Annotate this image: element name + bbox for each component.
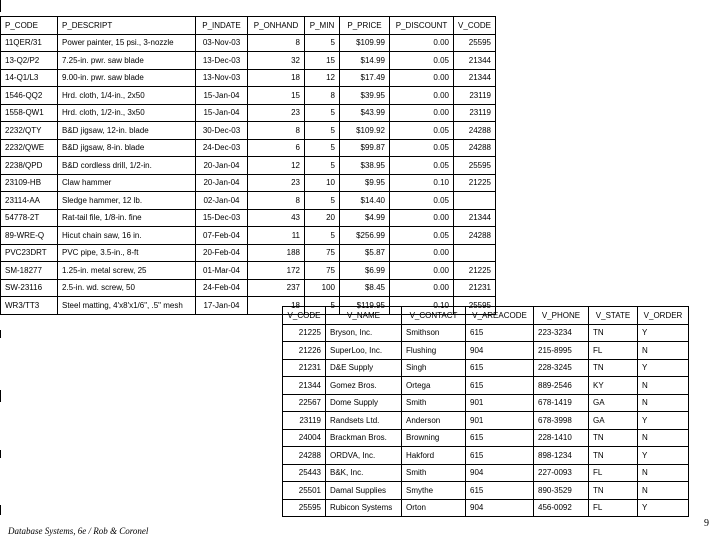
table-cell: 02-Jan-04 [196,192,248,210]
column-header: V_CODE [283,307,326,325]
table-cell: 0.00 [390,104,454,122]
table-cell: 0.05 [390,52,454,70]
table-cell: 0.00 [390,262,454,280]
table-cell: 24-Dec-03 [196,139,248,157]
table-cell: $43.99 [340,104,390,122]
table-cell: Hrd. cloth, 1/2-in., 3x50 [58,104,196,122]
table-row [1,262,496,280]
table-cell: Y [638,447,689,465]
table-cell: N [638,342,689,360]
table-cell: 0.00 [390,69,454,87]
table-cell: $39.95 [340,87,390,105]
table-cell: $8.45 [340,279,390,297]
table-cell: 20 [305,209,340,227]
table-cell: 1546-QQ2 [1,87,58,105]
table-cell: 0.00 [390,87,454,105]
table-cell: N [638,464,689,482]
table-cell: Hakford [402,447,466,465]
table-cell: 21344 [454,52,496,70]
table-cell: Rubicon Systems [326,499,402,517]
table-row [283,482,689,500]
table-cell: 21344 [454,69,496,87]
table-cell: 24288 [283,447,326,465]
edge-mark [0,330,1,338]
table-cell: 5 [305,34,340,52]
table-cell: FL [589,464,638,482]
table-cell: 188 [248,244,305,262]
table-cell: Steel matting, 4'x8'x1/6", .5" mesh [58,297,196,315]
table-cell: Smithson [402,324,466,342]
column-header: P_ONHAND [248,17,305,35]
table-row [1,192,496,210]
table-cell: Dome Supply [326,394,402,412]
table-cell: TN [589,482,638,500]
table-cell: 03-Nov-03 [196,34,248,52]
table-cell: 904 [466,464,534,482]
table-cell: Y [638,324,689,342]
table-cell: 11QER/31 [1,34,58,52]
column-header: P_PRICE [340,17,390,35]
table-cell: Y [638,359,689,377]
table-cell: 20-Jan-04 [196,157,248,175]
table-cell: 23 [248,104,305,122]
table-cell: 228-1410 [534,429,589,447]
table-cell: 18 [248,297,305,315]
edge-mark [0,0,1,12]
table-cell: 23109-HB [1,174,58,192]
table-cell: Y [638,412,689,430]
table-cell [454,192,496,210]
table-row [1,139,496,157]
table-cell: D&E Supply [326,359,402,377]
table-cell: Claw hammer [58,174,196,192]
table-cell: 23119 [454,104,496,122]
table-cell: 89-WRE-Q [1,227,58,245]
table-cell: Singh [402,359,466,377]
table-cell: 172 [248,262,305,280]
table-row [1,174,496,192]
table-cell: 5 [305,192,340,210]
table-cell: 21231 [283,359,326,377]
table-row [283,324,689,342]
table-cell: 5 [305,104,340,122]
table-cell: 890-3529 [534,482,589,500]
table-cell: 25595 [454,157,496,175]
table-cell: 01-Mar-04 [196,262,248,280]
table-cell: Browning [402,429,466,447]
table-cell: 75 [305,262,340,280]
table-cell: 23119 [283,412,326,430]
table-cell: 23 [248,174,305,192]
table-cell: 227-0093 [534,464,589,482]
product-table [0,16,496,315]
table-cell: 21225 [283,324,326,342]
table-cell: 21344 [454,209,496,227]
table-cell: 223-3234 [534,324,589,342]
table-cell: WR3/TT3 [1,297,58,315]
table-cell: KY [589,377,638,395]
column-header: P_DISCOUNT [390,17,454,35]
table-cell: PVC pipe, 3.5-in., 8-ft [58,244,196,262]
table-cell: 13-Dec-03 [196,52,248,70]
table-cell: Sledge hammer, 12 lb. [58,192,196,210]
table-cell: 901 [466,412,534,430]
table-cell: 20-Jan-04 [196,174,248,192]
table-cell: 8 [305,87,340,105]
table-row [1,244,496,262]
page-number: 9 [704,518,709,529]
table-cell: Smith [402,464,466,482]
table-cell: 23114-AA [1,192,58,210]
table-row [1,227,496,245]
table-cell: 32 [248,52,305,70]
table-cell: $256.99 [340,227,390,245]
table-cell: 1558-QW1 [1,104,58,122]
table-cell: 24-Feb-04 [196,279,248,297]
table-cell: 0.05 [390,122,454,140]
table-cell: Ortega [402,377,466,395]
table-row [283,394,689,412]
column-header: V_CODE [454,17,496,35]
table-cell: 615 [466,447,534,465]
table-cell: Hicut chain saw, 16 in. [58,227,196,245]
table-cell: Rat-tail file, 1/8-in. fine [58,209,196,227]
table-cell: Bryson, Inc. [326,324,402,342]
table-cell: B&D cordless drill, 1/2-in. [58,157,196,175]
table-cell: Power painter, 15 psi., 3-nozzle [58,34,196,52]
table-cell: FL [589,342,638,360]
table-cell: 5 [305,122,340,140]
table-cell: 25595 [454,34,496,52]
table-cell: 678-3998 [534,412,589,430]
table-cell: 20-Feb-04 [196,244,248,262]
table-cell: 15 [305,52,340,70]
table-cell: 0.00 [390,34,454,52]
table-cell: 21225 [454,262,496,280]
table-row [1,69,496,87]
table-cell: 23119 [454,87,496,105]
table-cell: $99.87 [340,139,390,157]
table-cell: B&K, Inc. [326,464,402,482]
table-cell: 0.05 [390,139,454,157]
table-row [283,377,689,395]
table-cell: SM-18277 [1,262,58,280]
table-cell: Smith [402,394,466,412]
table-cell: $109.92 [340,122,390,140]
table-cell: Anderson [402,412,466,430]
table-row [1,157,496,175]
table-cell: 25595 [454,297,496,315]
table-cell: 12 [248,157,305,175]
table-cell: 456-0092 [534,499,589,517]
table-cell: 17-Jan-04 [196,297,248,315]
table-cell: Flushing [402,342,466,360]
table-row [1,122,496,140]
table-cell: 228-3245 [534,359,589,377]
column-header: P_DESCRIPT [58,17,196,35]
table-cell: Hrd. cloth, 1/4-in., 2x50 [58,87,196,105]
table-cell: TN [589,324,638,342]
table-cell: 615 [466,482,534,500]
table-cell: Gomez Bros. [326,377,402,395]
edge-mark [0,450,1,458]
table-row [283,499,689,517]
table-cell: 5 [305,227,340,245]
table-cell: 615 [466,359,534,377]
table-cell: 898-1234 [534,447,589,465]
table-cell: 904 [466,499,534,517]
table-cell: $6.99 [340,262,390,280]
table-cell: 615 [466,377,534,395]
table-cell: $4.99 [340,209,390,227]
table-cell: $9.95 [340,174,390,192]
vendor-table [282,306,689,517]
table-row [283,342,689,360]
table-cell: TN [589,359,638,377]
table-cell: 21344 [283,377,326,395]
table-cell: 22567 [283,394,326,412]
table-cell: 2232/QWE [1,139,58,157]
table-cell: 2238/QPD [1,157,58,175]
table-cell: Randsets Ltd. [326,412,402,430]
table-cell: 11 [248,227,305,245]
table-row [1,34,496,52]
table-cell: 25501 [283,482,326,500]
column-header: V_CONTACT [402,307,466,325]
table-cell: 901 [466,394,534,412]
column-header: V_ORDER [638,307,689,325]
table-cell: 7.25-in. pwr. saw blade [58,52,196,70]
table-row [283,429,689,447]
table-cell: 0.05 [390,227,454,245]
table-row [1,52,496,70]
table-cell: Smythe [402,482,466,500]
table-cell: Damal Supplies [326,482,402,500]
table-row [283,464,689,482]
table-cell: 10 [305,174,340,192]
table-cell: 2232/QTY [1,122,58,140]
footer-citation: Database Systems, 6e / Rob & Coronel [8,526,149,536]
table-cell: GA [589,394,638,412]
table-cell: 6 [248,139,305,157]
table-cell: $14.99 [340,52,390,70]
column-header: V_NAME [326,307,402,325]
table-cell: 0.05 [390,157,454,175]
edge-mark [0,505,1,515]
table-cell: 30-Dec-03 [196,122,248,140]
column-header: P_INDATE [196,17,248,35]
table-cell: N [638,394,689,412]
table-cell: 15-Jan-04 [196,87,248,105]
table-cell: TN [589,447,638,465]
table-cell: Orton [402,499,466,517]
table-cell: 9.00-in. pwr. saw blade [58,69,196,87]
table-cell: SW-23116 [1,279,58,297]
table-cell: B&D jigsaw, 12-in. blade [58,122,196,140]
table-cell: 15-Dec-03 [196,209,248,227]
table-row [1,209,496,227]
table-row [1,279,496,297]
product-table-header [1,17,496,35]
table-row [283,359,689,377]
table-cell: 54778-2T [1,209,58,227]
table-cell: 75 [305,244,340,262]
table-cell: PVC23DRT [1,244,58,262]
table-cell: 0.05 [390,192,454,210]
table-cell: TN [589,429,638,447]
column-header: V_AREACODE [466,307,534,325]
table-cell: FL [589,499,638,517]
table-cell: 0.00 [390,279,454,297]
table-row [1,87,496,105]
table-cell: 904 [466,342,534,360]
column-header: P_MIN [305,17,340,35]
table-cell: $5.87 [340,244,390,262]
table-cell: 215-8995 [534,342,589,360]
table-row [283,412,689,430]
table-cell: 21231 [454,279,496,297]
table-cell: $119.95 [340,297,390,315]
table-cell: 237 [248,279,305,297]
table-cell: 25595 [283,499,326,517]
table-cell: 25443 [283,464,326,482]
table-cell: $17.49 [340,69,390,87]
table-cell: 0.10 [390,297,454,315]
table-cell: 615 [466,429,534,447]
vendor-table-header [283,307,689,325]
column-header: P_CODE [1,17,58,35]
table-cell: 24004 [283,429,326,447]
table-cell: 1.25-in. metal screw, 25 [58,262,196,280]
table-cell: ORDVA, Inc. [326,447,402,465]
table-cell: N [638,482,689,500]
table-cell: 15-Jan-04 [196,104,248,122]
table-cell: 2.5-in. wd. screw, 50 [58,279,196,297]
table-cell: 0.10 [390,174,454,192]
column-header: V_PHONE [534,307,589,325]
table-cell: 889-2546 [534,377,589,395]
table-cell [454,244,496,262]
table-cell: 15 [248,87,305,105]
table-cell: 24288 [454,139,496,157]
table-cell: 100 [305,279,340,297]
table-cell: Brackman Bros. [326,429,402,447]
table-cell: 12 [305,69,340,87]
table-cell: 8 [248,192,305,210]
table-cell: 07-Feb-04 [196,227,248,245]
table-cell: 0.00 [390,209,454,227]
column-header: V_STATE [589,307,638,325]
table-cell: N [638,377,689,395]
table-cell: 615 [466,324,534,342]
table-cell: 21226 [283,342,326,360]
table-cell: GA [589,412,638,430]
table-cell: 13-Q2/P2 [1,52,58,70]
table-cell: 8 [248,122,305,140]
table-cell: $38.95 [340,157,390,175]
table-cell: 5 [305,297,340,315]
table-cell: 5 [305,157,340,175]
table-row [283,447,689,465]
table-cell: 24288 [454,122,496,140]
table-cell: 0.00 [390,244,454,262]
table-cell: 13-Nov-03 [196,69,248,87]
table-cell: 24288 [454,227,496,245]
table-cell: $109.99 [340,34,390,52]
table-row [1,104,496,122]
table-cell: B&D jigsaw, 8-in. blade [58,139,196,157]
table-cell: 43 [248,209,305,227]
table-cell: 21225 [454,174,496,192]
table-cell: SuperLoo, Inc. [326,342,402,360]
table-cell: Y [638,499,689,517]
table-cell: N [638,429,689,447]
edge-mark [0,390,1,402]
table-cell: 14-Q1/L3 [1,69,58,87]
table-cell: 8 [248,34,305,52]
table-cell: $14.40 [340,192,390,210]
table-cell: 18 [248,69,305,87]
table-cell: 5 [305,139,340,157]
table-cell: 678-1419 [534,394,589,412]
